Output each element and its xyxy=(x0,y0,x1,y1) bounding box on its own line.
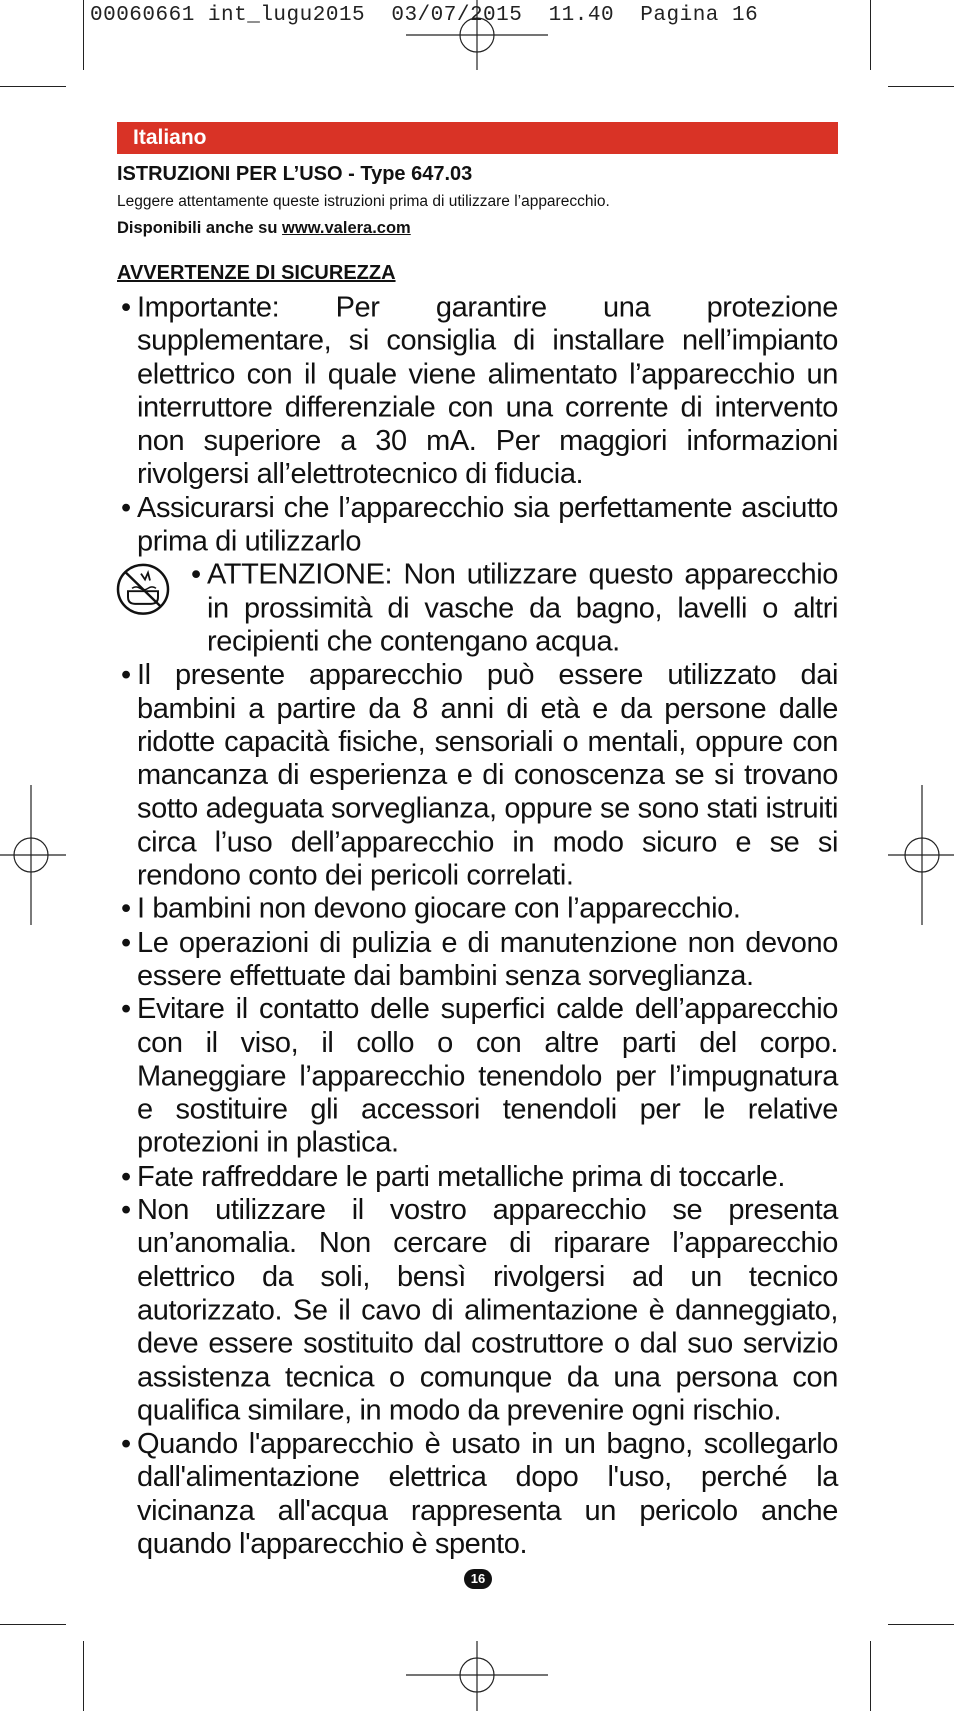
bullet: • xyxy=(121,993,131,1026)
section-heading: AVVERTENZE DI SICUREZZA xyxy=(117,262,396,284)
list-item xyxy=(117,492,838,559)
registration-mark-top xyxy=(406,0,548,70)
bullet: • xyxy=(121,492,131,524)
bullet: • xyxy=(121,1428,131,1460)
availability-prefix: Disponibili anche su xyxy=(117,219,283,237)
bullet: • xyxy=(121,291,131,324)
list-item-text: Assicurarsi che l’apparecchio sia perfettamente asciutto prima di utilizzarlo xyxy=(137,492,838,558)
registration-mark-right xyxy=(888,785,954,925)
bullet: • xyxy=(121,893,131,925)
list-item xyxy=(117,1194,838,1428)
crop-mark xyxy=(83,1641,84,1711)
registration-mark-left xyxy=(0,785,66,925)
list-item-warning xyxy=(117,558,838,658)
list-item-text: Importante: Per garantire una protezione supplementare, si consiglia di installare nell’impianto elettrico con il quale viene alimentato l’apparecchio un interruttore differenziale con una corrente di intervento non superiore a 30 mA. Per maggiori informazioni rivolgersi all’elettrotecnico di fiducia. xyxy=(137,291,838,491)
list-item xyxy=(117,1428,838,1562)
list-item-text: Il presente apparecchio può essere utilizzato dai bambini a partire da 8 anni di età e da persone dalle ridotte capacità fisiche, sensoriali o mentali, oppure con mancanza di esperienza e di conoscenza se si trovano sotto adeguata sorveglianza, oppure se sono stati istruiti circa l’uso dell’apparecchio in modo sicuro e se si rendono conto dei pericoli correlati. xyxy=(137,659,838,892)
bullet: • xyxy=(121,927,131,959)
list-item-text: I bambini non devono giocare con l’apparecchio. xyxy=(137,893,741,925)
crop-mark xyxy=(870,1641,871,1711)
list-item xyxy=(117,1160,838,1193)
instructions-subtitle: Leggere attentamente queste istruzioni prima di utilizzare l’apparecchio. xyxy=(117,193,610,210)
crop-mark xyxy=(888,1624,954,1625)
safety-list xyxy=(117,291,838,1561)
list-item-text: Non utilizzare il vostro apparecchio se presenta un’anomalia. Non cercare di riparare l’apparecchio elettrico da soli, bensì rivolgersi ad un tecnico autorizzato. Se il cavo di alimentazione è danneggiato, deve essere sostituito dal costruttore o dal suo servizio assistenza tecnica o comunque da una persona con qualifica similare, in modo da prevenire ogni rischio. xyxy=(137,1194,838,1427)
bullet: • xyxy=(121,1194,131,1226)
crop-mark xyxy=(0,1624,66,1625)
crop-mark xyxy=(888,86,954,87)
no-water-bath-icon xyxy=(115,562,171,617)
list-item-text: Evitare il contatto delle superfici calde dell’apparecchio con il viso, il collo o con altre parti del corpo. Maneggiare l’apparecchio tenendolo per l’impugnatura e sostituire gli accessori tenendoli per le relative protezioni in plastica. xyxy=(137,993,838,1159)
list-item xyxy=(117,993,838,1160)
language-tab xyxy=(117,122,838,154)
bullet: • xyxy=(191,559,201,591)
bullet: • xyxy=(121,1161,131,1193)
list-item xyxy=(117,659,838,893)
list-item xyxy=(117,926,838,993)
bullet: • xyxy=(121,659,131,691)
list-item-text: Fate raffreddare le parti metalliche prima di toccarle. xyxy=(137,1161,785,1193)
crop-mark xyxy=(0,86,66,87)
list-item-text: Le operazioni di pulizia e di manutenzione non devono essere effettuate dai bambini senza sorveglianza. xyxy=(137,927,838,992)
crop-mark xyxy=(870,0,871,70)
list-item xyxy=(117,291,838,492)
crop-mark xyxy=(83,0,84,70)
website-link[interactable]: www.valera.com xyxy=(282,219,411,237)
print-header: 00060661 int_lugu2015 03/07/2015 11.40 Pagina 16 xyxy=(90,4,759,27)
registration-mark-bottom xyxy=(406,1641,548,1711)
page-number: 16 xyxy=(464,1569,492,1589)
instructions-title: ISTRUZIONI PER L’USO - Type 647.03 xyxy=(117,163,473,185)
list-item xyxy=(117,893,838,926)
list-item-text: Quando l'apparecchio è usato in un bagno, scollegarlo dall'alimentazione elettrica dopo l'uso, perché la vicinanza all'acqua rappresenta un pericolo anche quando l'apparecchio è spento. xyxy=(137,1428,838,1561)
language-label: Italiano xyxy=(133,126,207,149)
availability-line xyxy=(117,219,411,238)
list-item-text: ATTENZIONE: Non utilizzare questo apparecchio in prossimità di vasche da bagno, lavelli o altri recipienti che contengano acqua. xyxy=(207,559,838,658)
